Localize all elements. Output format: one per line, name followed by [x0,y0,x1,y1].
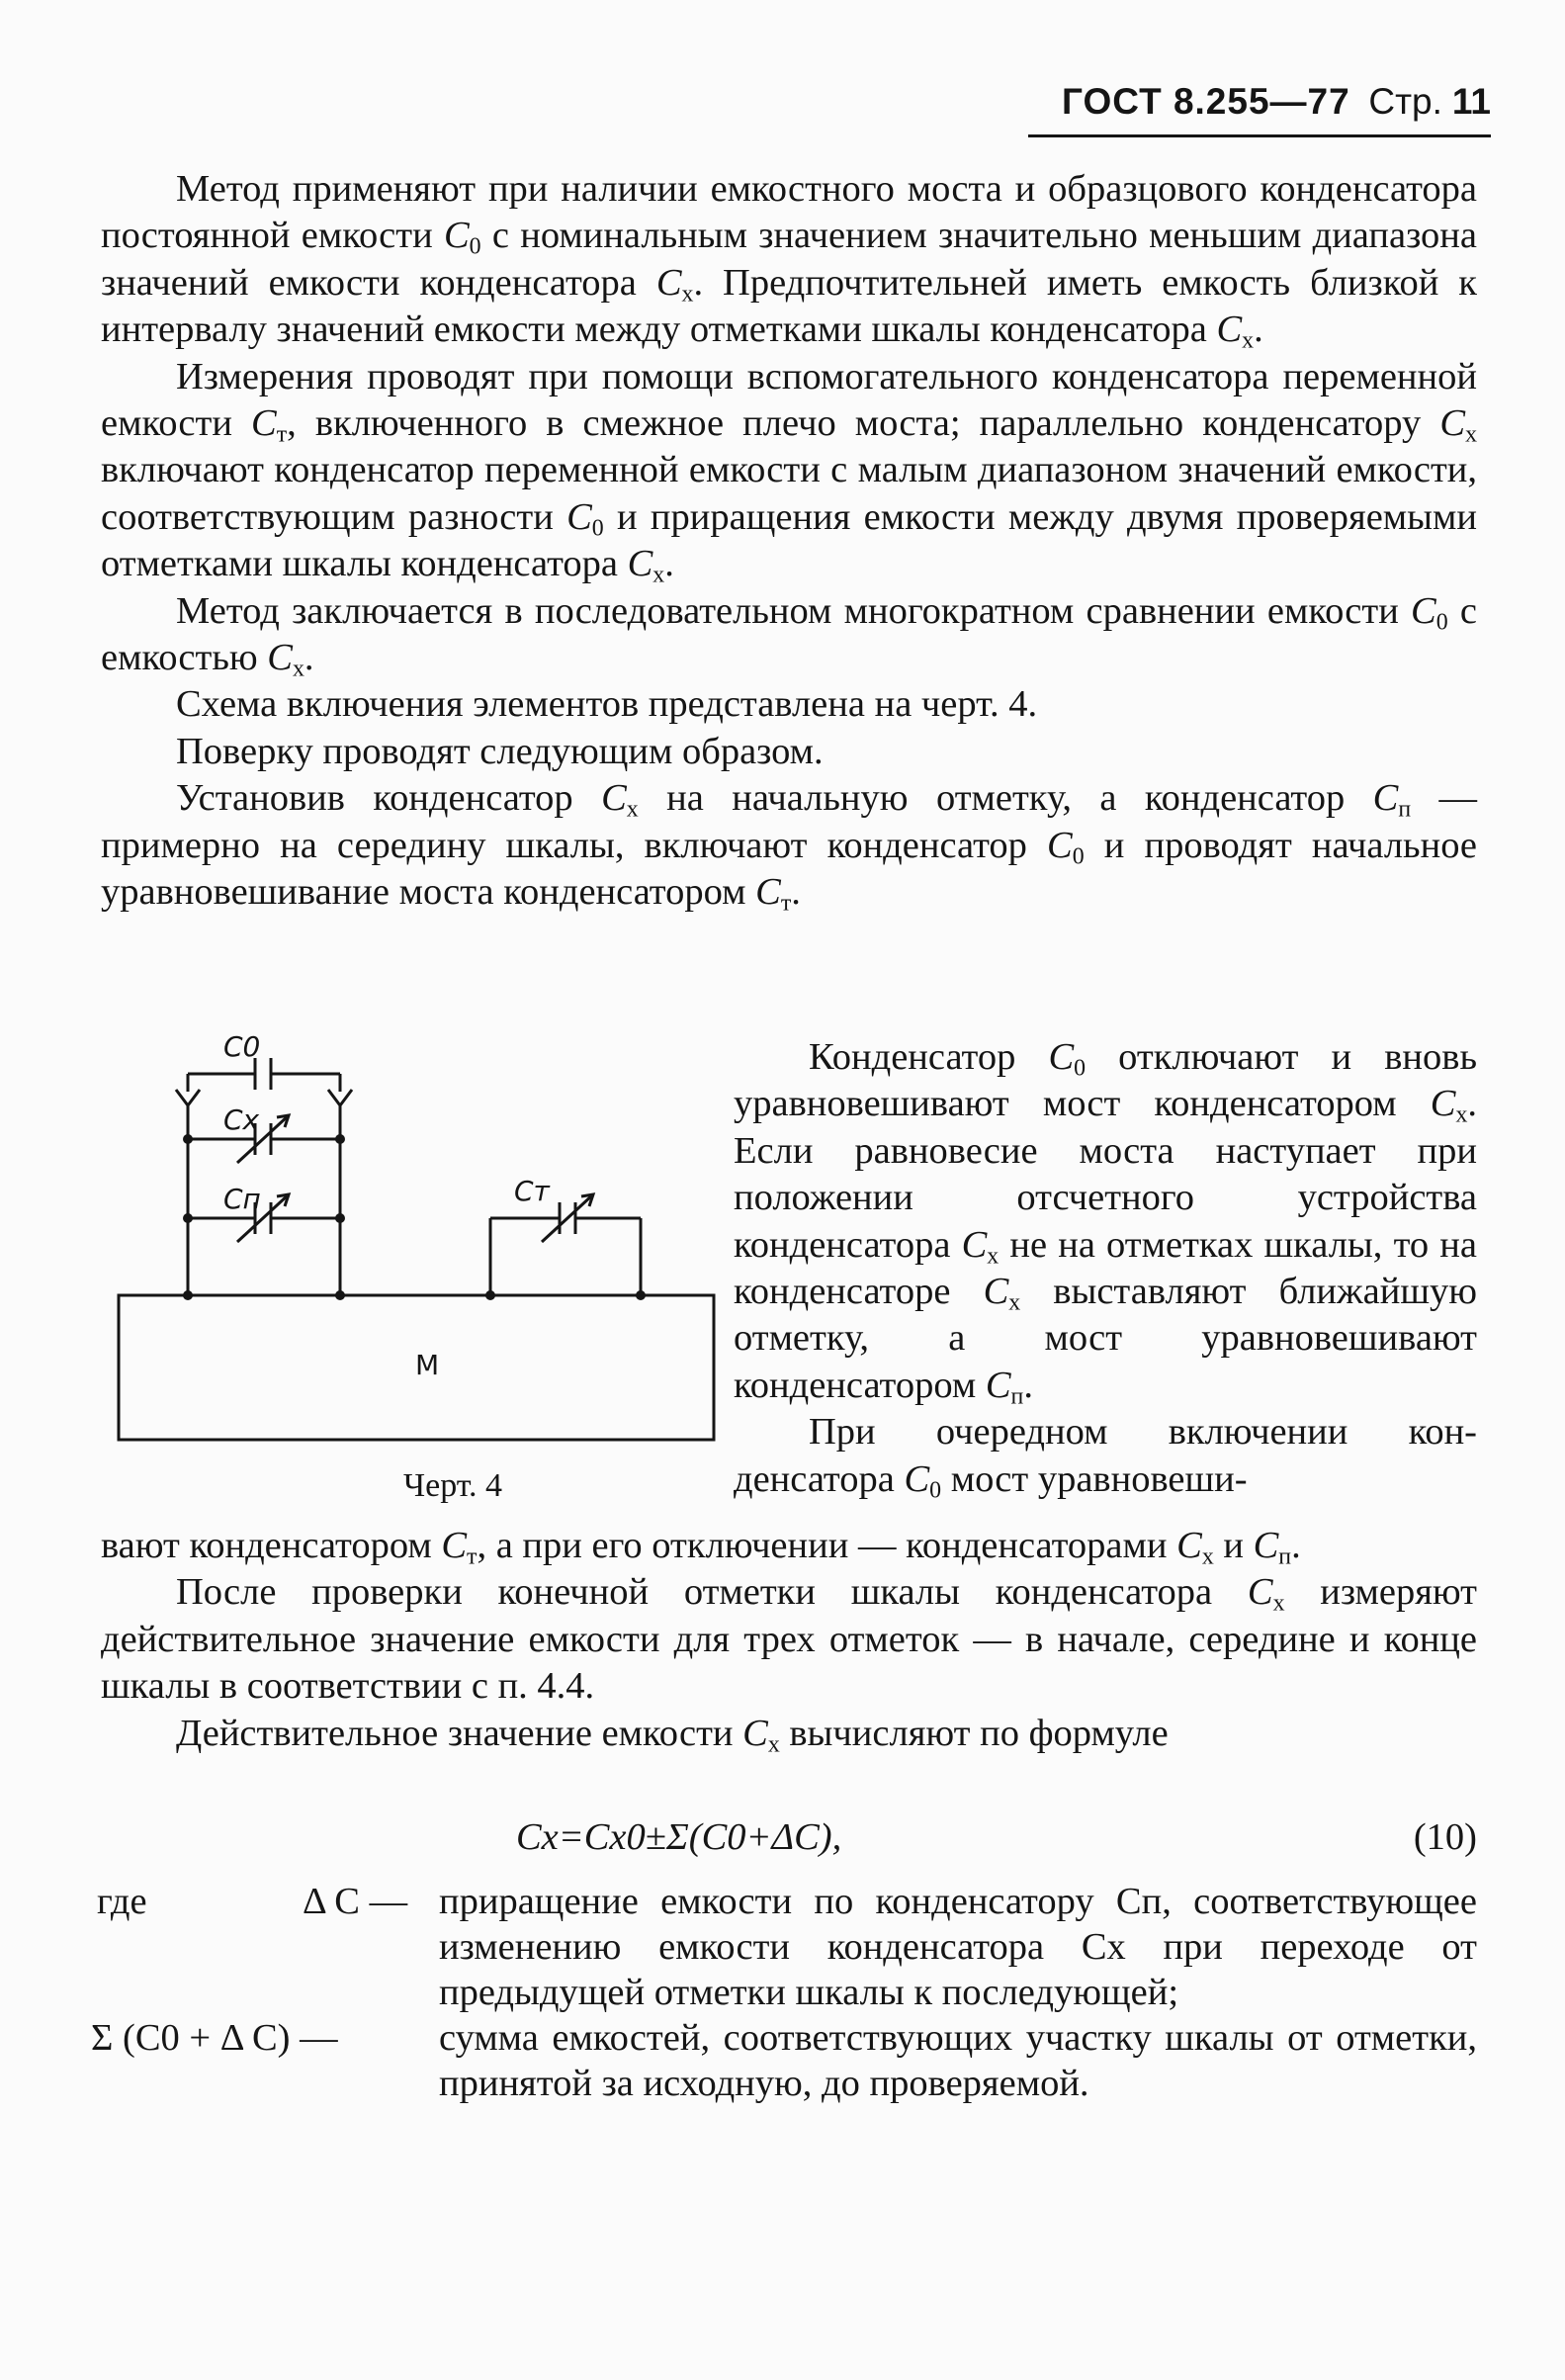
standard-code: ГОСТ 8.255—77 [1062,81,1350,122]
legend-row [91,1879,1477,2015]
paragraph: Поверку проводят следующим образом. [176,730,824,772]
paragraph: Метод заключается в последовательном многократном сравнении емкости $C_0$ с емкостью $C_x$. [101,589,1478,682]
paragraph: вают конденсатором $C_т$, а при его отключении — конденсаторами $C_x$ и $C_п$. [101,1525,1301,1570]
formula-10 [101,1815,1477,1865]
paragraph: После проверки конечной отметки шкалы конденсатора $C_x$ измеряют действительное значение емкости для трех отметок — в начале, середине и конце шкалы в соответствии с п. 4.4. [101,1571,1477,1708]
label-bridge: М [415,1349,440,1381]
page-header [1028,77,1491,140]
paragraph: Метод применяют при наличии емкостного моста и образцового конденсатора постоянной емкости $C_0$ с номинальным значением значительно меньшим диапазона значений емкости конденсатора $C_x$. Предпочтительней иметь емкость близкой к интервалу значений емкости между отметками шкалы конденсатора $C_x$. [101,168,1477,354]
circuit-diagram [107,1028,730,1562]
text-block-side [734,1034,1477,1503]
legend-row [91,2015,1477,2106]
label-cx: Cx [223,1103,260,1136]
page-number: Стр. 11 [1368,81,1491,122]
label-cp: Cп [223,1183,261,1215]
formula-expression: Cx=Cx0±Σ(C0+ΔC), [516,1816,842,1858]
label-c0: C0 [223,1030,261,1063]
text-block-top [101,166,1477,917]
paragraph: Измерения проводят при помощи вспомогательного конденсатора переменной емкости $C_т$, включенного в смежное плечо моста; параллельно конденсатору $C_x$ включают конденсатор переменной емкости с малым диапазоном значений емкости, соответствующим разности $C_0$ и приращения емкости между двумя проверяемыми отметками шкалы конденсатора $C_x$. [101,355,1477,588]
text-block-bottom [101,1523,1477,1757]
legend-definition: сумма емкостей, соответствующих участку шкалы от отметки, принятой за исходную, до проверяемой. [439,2017,1477,2104]
legend-definition: приращение емкости по конденсатору Cп, соответствующее изменению емкости конденсатора Cx при переходе от предыдущей отметки шкалы к последующей; [439,1881,1477,2013]
figure-caption: Черт. 4 [403,1467,503,1504]
header-rule [1028,134,1491,137]
formula-number: (10) [1413,1816,1477,1858]
paragraph: Конденсатор $C_0$ отключают и вновь уравновешивают мост конденсатором $C_x$. Если равновесие моста наступает при положении отсчетного устройства конденсатора $C_x$ не на отметках шкалы, то на конденсаторе $C_x$ выставляют ближайшую отметку, а мост уравновешивают конденсатором $C_п$. [734,1036,1477,1410]
where-word: где [97,1881,147,1922]
paragraph: Установив конденсатор $C_x$ на начальную отметку, а конденсатор $C_п$ — примерно на середину шкалы, включают конденсатор $C_0$ и проводят начальное уравновешивание моста конденсатором $C_т$. [101,777,1478,917]
paragraph: Действительное значение емкости $C_x$ вычисляют по формуле [176,1712,1169,1758]
formula-legend [91,1879,1477,2106]
paragraph: При очередном включении кон-денсатора $C_0$ мост уравновеши- [734,1411,1477,1504]
legend-symbol: Δ C — [303,1881,408,1922]
circuit-schematic [107,1028,730,1454]
paragraph: Схема включения элементов представлена на черт. 4. [176,683,1038,726]
legend-symbol: Σ (C0 + Δ C) — [91,2017,338,2059]
label-cm: Cт [514,1175,550,1207]
